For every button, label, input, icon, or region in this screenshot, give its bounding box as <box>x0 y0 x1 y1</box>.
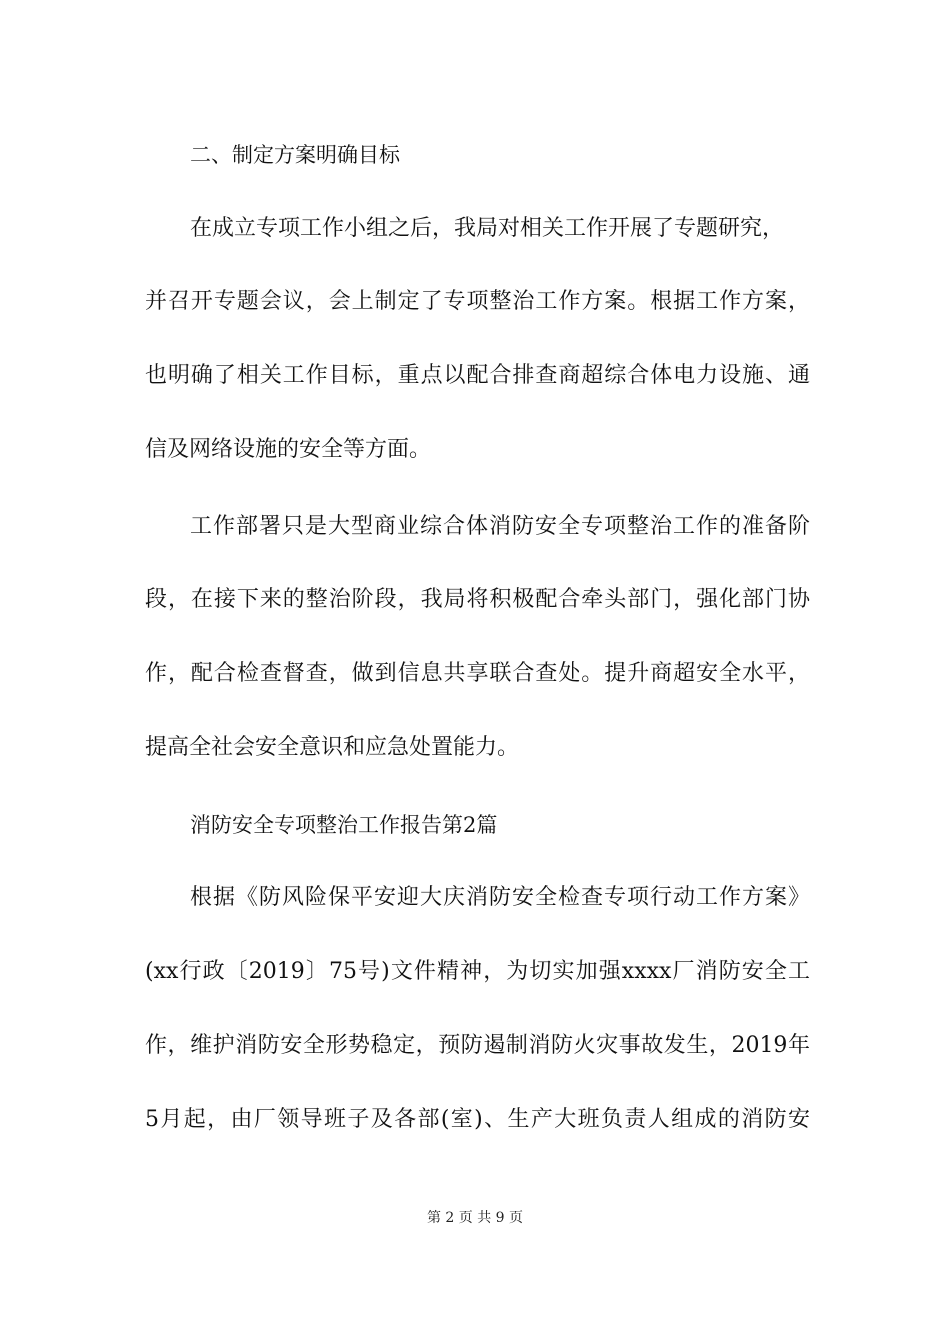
paragraph-2-line-2: 段，在接下来的整治阶段，我局将积极配合牵头部门，强化部门协 <box>145 587 810 612</box>
paragraph-2-line-3: 作，配合检查督查，做到信息共享联合查处。提升商超安全水平， <box>145 661 810 686</box>
paragraph-1-line-3: 也明确了相关工作目标，重点以配合排查商超综合体电力设施、通 <box>145 363 810 388</box>
page-number-footer: 第 2 页 共 9 页 <box>426 1210 524 1226</box>
paragraph-2-line-1: 工作部署只是大型商业综合体消防安全专项整治工作的准备阶 <box>190 514 810 539</box>
article-title: 消防安全专项整治工作报告第2篇 <box>190 813 498 837</box>
paragraph-1-line-1: 在成立专项工作小组之后，我局对相关工作开展了专题研究， <box>190 216 785 241</box>
paragraph-3-line-4: 5月起，由厂领导班子及各部(室)、生产大班负责人组成的消防安 <box>145 1107 810 1132</box>
paragraph-1-line-4: 信及网络设施的安全等方面。 <box>145 437 432 462</box>
paragraph-3-line-1: 根据《防风险保平安迎大庆消防安全检查专项行动工作方案》 <box>190 885 810 910</box>
section-heading: 二、制定方案明确目标 <box>190 143 400 167</box>
paragraph-1-line-2: 并召开专题会议，会上制定了专项整治工作方案。根据工作方案， <box>145 289 810 314</box>
paragraph-3-line-2: (xx行政〔2019〕75号)文件精神，为切实加强xxxx厂消防安全工 <box>145 959 810 984</box>
paragraph-3-line-3: 作，维护消防安全形势稳定，预防遏制消防火灾事故发生，2019年 <box>145 1033 810 1058</box>
paragraph-2-line-4: 提高全社会安全意识和应急处置能力。 <box>145 735 520 760</box>
